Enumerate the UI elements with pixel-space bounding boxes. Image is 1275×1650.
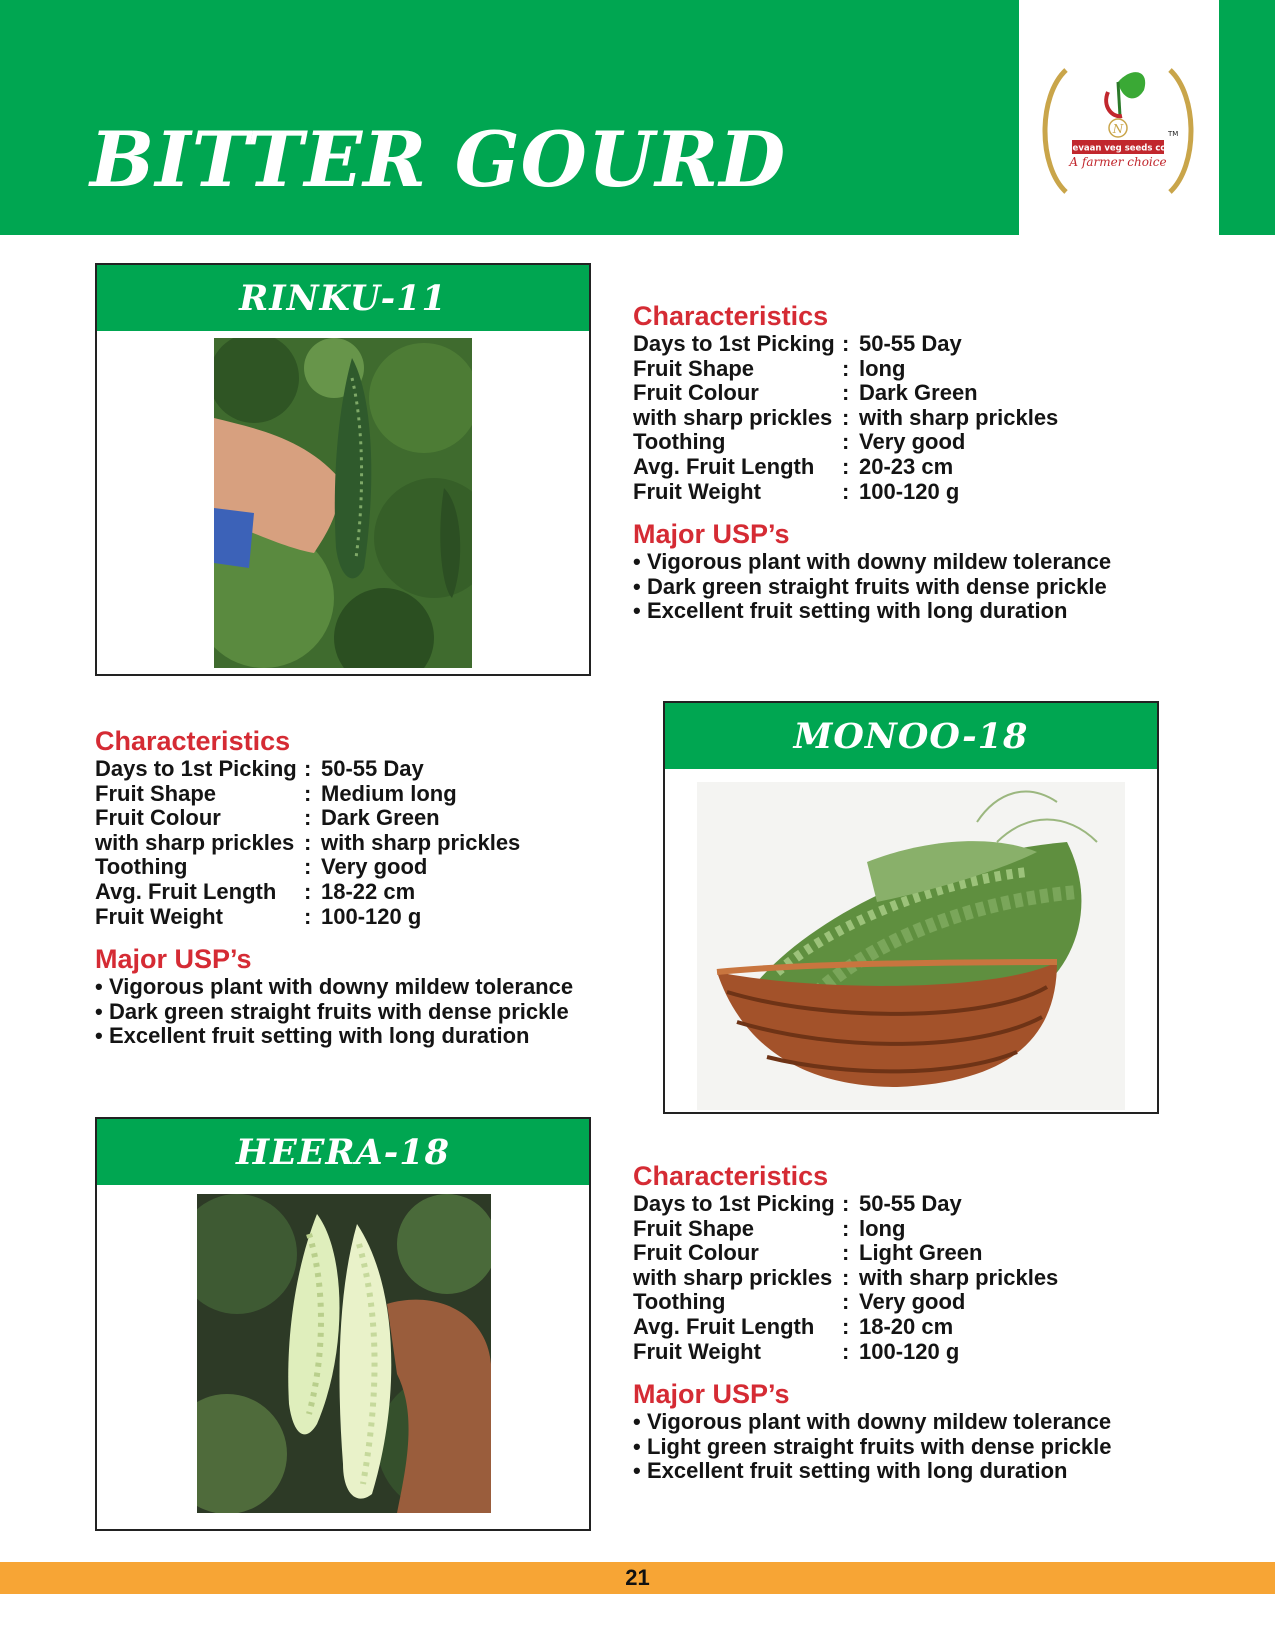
spec-value: 20-23 cm (859, 453, 954, 479)
spec-label: Toothing (633, 429, 726, 455)
spec-value: Dark Green (321, 805, 440, 831)
variety-specs-rinku-11 (633, 300, 1153, 624)
usp-text: Excellent fruit setting with long duration (647, 598, 1068, 624)
spec-label: with sharp prickles (633, 1264, 833, 1290)
spec-row (633, 1217, 1058, 1242)
header-band-right (1219, 0, 1275, 235)
spec-value: long (859, 1215, 906, 1241)
usp-text: Vigorous plant with downy mildew tolerance (647, 1409, 1112, 1435)
spec-value: Very good (859, 429, 966, 455)
spec-label: Days to 1st Picking (633, 1191, 835, 1216)
spec-colon: : (304, 805, 312, 831)
card-title-bar (97, 265, 589, 331)
spec-value: 100-120 g (859, 478, 960, 504)
usp-list (633, 550, 1153, 624)
variety-specs-heera-18 (633, 1160, 1153, 1484)
spec-label: Days to 1st Picking (95, 756, 297, 781)
bullet-icon: • (95, 998, 103, 1024)
spec-value: with sharp prickles (321, 829, 521, 855)
spec-row (633, 1192, 1058, 1217)
bullet-icon: • (633, 549, 641, 575)
bullet-icon: • (633, 573, 641, 599)
spec-label: Fruit Shape (95, 780, 217, 806)
spec-colon: : (304, 829, 312, 855)
characteristics-table (633, 1192, 1058, 1364)
spec-label: Fruit Shape (633, 355, 755, 381)
spec-label: Avg. Fruit Length (633, 453, 815, 479)
bullet-icon: • (633, 1409, 641, 1435)
usp-text: Dark green straight fruits with dense prickle (109, 998, 569, 1024)
spec-row (633, 480, 1058, 505)
spec-colon: : (842, 1313, 850, 1339)
variety-name: RINKU-11 (239, 277, 447, 319)
spec-row (633, 1290, 1058, 1315)
page-title: BITTER GOURD (90, 115, 787, 204)
spec-label: Fruit Weight (633, 478, 761, 504)
spec-colon: : (842, 1240, 850, 1266)
spec-row (633, 1266, 1058, 1291)
variety-card-rinku-11 (95, 263, 591, 676)
spec-label: Fruit Weight (633, 1338, 761, 1364)
characteristics-table (95, 757, 520, 929)
company-logo (1032, 56, 1204, 206)
spec-colon: : (842, 478, 850, 504)
spec-colon: : (304, 878, 312, 904)
spec-row (633, 1241, 1058, 1266)
characteristics-heading: Characteristics (633, 301, 829, 331)
spec-label: with sharp prickles (95, 829, 295, 855)
spec-value: 100-120 g (321, 903, 422, 929)
variety-photo (697, 782, 1125, 1110)
usp-item (95, 1024, 615, 1049)
page-number: 21 (625, 1565, 650, 1590)
characteristics-heading: Characteristics (95, 726, 291, 756)
bullet-icon: • (633, 1433, 641, 1459)
spec-colon: : (842, 1338, 850, 1364)
usp-list (95, 975, 615, 1049)
spec-label: with sharp prickles (633, 404, 833, 430)
usp-text: Vigorous plant with downy mildew tolerance (109, 974, 574, 1000)
logo-company-name: nevaan veg seeds co. (1066, 143, 1170, 154)
spec-colon: : (842, 1264, 850, 1290)
spec-value: Very good (859, 1289, 966, 1315)
spec-label: Toothing (95, 854, 188, 880)
logo-tagline: A farmer choice (1069, 155, 1167, 169)
card-title-bar (665, 703, 1157, 769)
spec-row (95, 782, 520, 807)
spec-row (95, 757, 520, 782)
spec-colon: : (842, 404, 850, 430)
footer-band (0, 1562, 1275, 1594)
spec-value: with sharp prickles (859, 404, 1059, 430)
variety-photo (214, 338, 472, 668)
spec-value: long (859, 355, 906, 381)
spec-row (95, 806, 520, 831)
spec-value: 50-55 Day (859, 331, 962, 356)
spec-row (95, 855, 520, 880)
usp-item (633, 1435, 1153, 1460)
spec-value: Very good (321, 854, 428, 880)
spec-row (633, 406, 1058, 431)
spec-colon: : (842, 1191, 850, 1216)
spec-label: Avg. Fruit Length (95, 878, 277, 904)
spec-row (633, 332, 1058, 357)
spec-value: 18-22 cm (321, 878, 416, 904)
spec-label: Fruit Shape (633, 1215, 755, 1241)
spec-value: Dark Green (859, 380, 978, 406)
usp-item (633, 550, 1153, 575)
spec-colon: : (842, 1289, 850, 1315)
usp-item (633, 575, 1153, 600)
usp-text: Vigorous plant with downy mildew tolerance (647, 549, 1112, 575)
spec-label: Fruit Weight (95, 903, 223, 929)
spec-value: Light Green (859, 1240, 983, 1266)
spec-colon: : (842, 331, 850, 356)
variety-specs-monoo-18 (95, 725, 615, 1049)
usp-text: Dark green straight fruits with dense prickle (647, 573, 1107, 599)
spec-colon: : (304, 854, 312, 880)
spec-colon: : (842, 355, 850, 381)
spec-value: 50-55 Day (859, 1191, 962, 1216)
characteristics-table (633, 332, 1058, 504)
bullet-icon: • (95, 974, 103, 1000)
logo-tm: TM (1168, 130, 1179, 138)
spec-label: Fruit Colour (633, 1240, 759, 1266)
variety-card-heera-18 (95, 1117, 591, 1531)
usp-item (633, 1459, 1153, 1484)
usp-text: Light green straight fruits with dense prickle (647, 1433, 1112, 1459)
usp-text: Excellent fruit setting with long duration (647, 1458, 1068, 1484)
usp-item (633, 599, 1153, 624)
spec-label: Fruit Colour (95, 805, 221, 831)
spec-colon: : (842, 429, 850, 455)
characteristics-heading: Characteristics (633, 1161, 829, 1191)
spec-value: 50-55 Day (321, 756, 424, 781)
spec-row (95, 905, 520, 930)
usp-item (95, 1000, 615, 1025)
usp-item (95, 975, 615, 1000)
usp-item (633, 1410, 1153, 1435)
usp-text: Excellent fruit setting with long duration (109, 1023, 530, 1049)
logo-mark: N (1112, 122, 1124, 136)
bullet-icon: • (633, 598, 641, 624)
usp-heading: Major USP’s (633, 519, 790, 550)
variety-name: HEERA-18 (236, 1131, 450, 1173)
spec-colon: : (304, 903, 312, 929)
variety-name: MONOO-18 (793, 715, 1029, 757)
spec-row (633, 430, 1058, 455)
spec-colon: : (842, 1215, 850, 1241)
bullet-icon: • (633, 1458, 641, 1484)
spec-row (633, 1315, 1058, 1340)
variety-card-monoo-18 (663, 701, 1159, 1114)
spec-row (633, 1340, 1058, 1365)
bullet-icon: • (95, 1023, 103, 1049)
spec-colon: : (842, 453, 850, 479)
spec-value: 18-20 cm (859, 1313, 954, 1339)
spec-row (95, 880, 520, 905)
usp-heading: Major USP’s (95, 944, 252, 975)
usp-list (633, 1410, 1153, 1484)
spec-colon: : (304, 756, 312, 781)
spec-colon: : (842, 380, 850, 406)
spec-value: Medium long (321, 780, 457, 806)
spec-label: Avg. Fruit Length (633, 1313, 815, 1339)
variety-photo (197, 1194, 491, 1513)
spec-label: Days to 1st Picking (633, 331, 835, 356)
spec-row (633, 357, 1058, 382)
spec-row (95, 831, 520, 856)
card-title-bar (97, 1119, 589, 1185)
spec-colon: : (304, 780, 312, 806)
spec-row (633, 381, 1058, 406)
usp-heading: Major USP’s (633, 1379, 790, 1410)
spec-value: 100-120 g (859, 1338, 960, 1364)
spec-label: Fruit Colour (633, 380, 759, 406)
spec-row (633, 455, 1058, 480)
spec-label: Toothing (633, 1289, 726, 1315)
spec-value: with sharp prickles (859, 1264, 1059, 1290)
